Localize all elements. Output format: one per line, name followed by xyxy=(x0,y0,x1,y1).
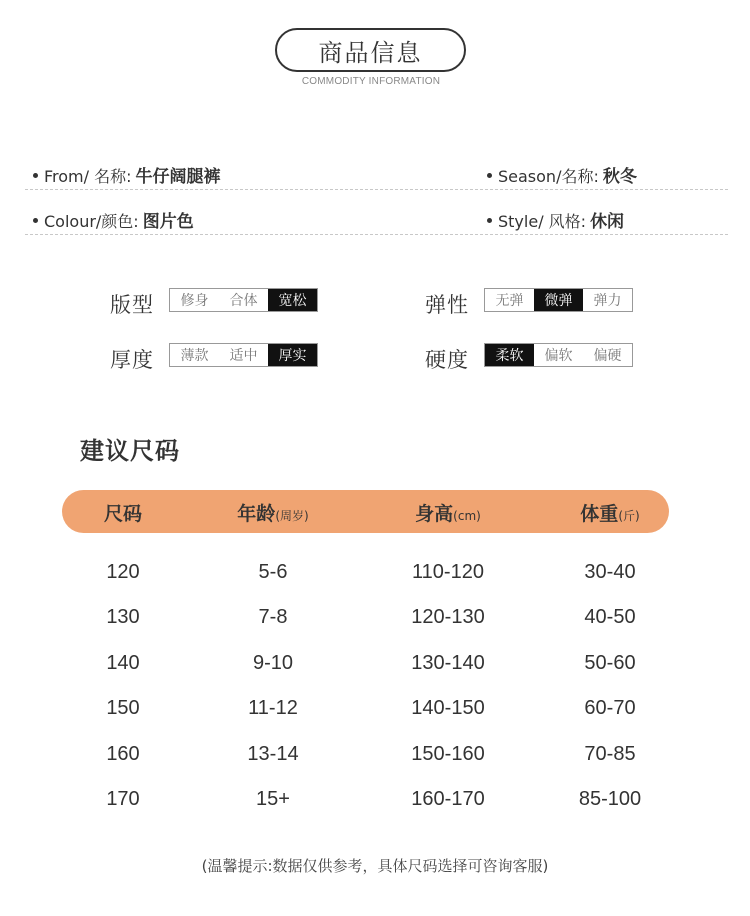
cell-size: 120 xyxy=(106,561,140,583)
info-label: From/ 名称: xyxy=(44,167,132,186)
attr-label-fit: 版型 xyxy=(110,293,154,317)
cell-size: 140 xyxy=(106,652,140,674)
header-unit: (周岁) xyxy=(275,509,309,523)
page-title: 商品信息 xyxy=(318,38,423,67)
size-table-header xyxy=(62,490,669,533)
table-row xyxy=(0,561,750,591)
info-label: Colour/颜色: xyxy=(44,212,139,231)
cell-weight: 30-40 xyxy=(584,561,636,583)
attr-option: 宽松 xyxy=(268,289,317,311)
cell-height: 120-130 xyxy=(411,606,485,628)
header-label: 体重 xyxy=(580,503,619,525)
attr-option: 厚实 xyxy=(268,344,317,366)
info-value: 牛仔阔腿裤 xyxy=(135,167,221,187)
header-label: 尺码 xyxy=(103,503,143,525)
header-unit: (斤) xyxy=(618,509,640,523)
attr-option: 偏软 xyxy=(544,348,573,364)
table-row xyxy=(0,743,750,773)
info-value: 秋冬 xyxy=(602,167,637,187)
cell-size: 130 xyxy=(106,606,140,628)
header-age xyxy=(237,499,308,526)
attr-options-hardness xyxy=(484,343,633,367)
cell-height: 140-150 xyxy=(411,697,485,719)
cell-height: 130-140 xyxy=(411,652,485,674)
header-height xyxy=(415,499,481,526)
size-section-title: 建议尺码 xyxy=(80,437,180,465)
info-value: 休闲 xyxy=(590,212,625,232)
cell-age: 15+ xyxy=(256,788,290,810)
attr-option: 无弹 xyxy=(495,293,524,309)
attr-options-elasticity xyxy=(484,288,633,312)
header-size xyxy=(104,499,142,526)
bullet-icon xyxy=(33,218,38,223)
cell-weight: 40-50 xyxy=(584,606,636,628)
attr-options-thickness xyxy=(169,343,318,367)
info-label: Style/ 风格: xyxy=(498,212,587,231)
cell-height: 150-160 xyxy=(411,743,485,765)
attr-options-fit xyxy=(169,288,318,312)
section-title-pill xyxy=(275,28,466,72)
cell-weight: 50-60 xyxy=(584,652,636,674)
table-row xyxy=(0,788,750,818)
info-item-from xyxy=(33,162,221,187)
attr-option: 薄款 xyxy=(180,348,209,364)
size-note: (温馨提示:数据仅供参考，具体尺码选择可咨询客服) xyxy=(201,857,549,875)
cell-age: 5-6 xyxy=(258,561,288,583)
attr-label-hardness: 硬度 xyxy=(425,348,469,372)
cell-height: 160-170 xyxy=(411,788,485,810)
header-label: 年龄 xyxy=(237,503,276,525)
cell-size: 150 xyxy=(106,697,140,719)
info-row-2 xyxy=(25,205,728,235)
info-item-style xyxy=(487,207,624,232)
table-row xyxy=(0,697,750,727)
cell-height: 110-120 xyxy=(412,561,484,583)
attr-option: 合体 xyxy=(229,293,258,309)
attr-option: 柔软 xyxy=(485,344,534,366)
page-subtitle: COMMODITY INFORMATION xyxy=(301,76,441,87)
bullet-icon xyxy=(487,218,492,223)
header-weight xyxy=(580,499,639,526)
attr-label-elasticity: 弹性 xyxy=(425,293,469,317)
attr-option: 修身 xyxy=(180,293,209,309)
table-row xyxy=(0,652,750,682)
cell-size: 160 xyxy=(106,743,140,765)
cell-age: 7-8 xyxy=(258,606,288,628)
cell-size: 170 xyxy=(106,788,140,810)
cell-age: 13-14 xyxy=(247,743,299,765)
cell-age: 9-10 xyxy=(252,652,294,674)
attr-label-thickness: 厚度 xyxy=(110,348,154,372)
attr-option: 偏硬 xyxy=(593,348,622,364)
attr-option: 适中 xyxy=(229,348,258,364)
cell-weight: 60-70 xyxy=(584,697,636,719)
cell-weight: 70-85 xyxy=(584,743,636,765)
attr-option: 微弹 xyxy=(534,289,583,311)
cell-weight: 85-100 xyxy=(578,788,642,810)
bullet-icon xyxy=(33,173,38,178)
info-value: 图片色 xyxy=(142,212,194,232)
info-row-1 xyxy=(25,160,728,190)
attr-option: 弹力 xyxy=(593,293,622,309)
table-row xyxy=(0,606,750,636)
header-label: 身高 xyxy=(415,503,454,525)
header-unit: (cm) xyxy=(453,509,481,523)
bullet-icon xyxy=(487,173,492,178)
cell-age: 11-12 xyxy=(248,697,298,719)
info-label: Season/名称: xyxy=(498,167,599,186)
info-item-season xyxy=(487,162,637,187)
info-item-colour xyxy=(33,207,194,232)
